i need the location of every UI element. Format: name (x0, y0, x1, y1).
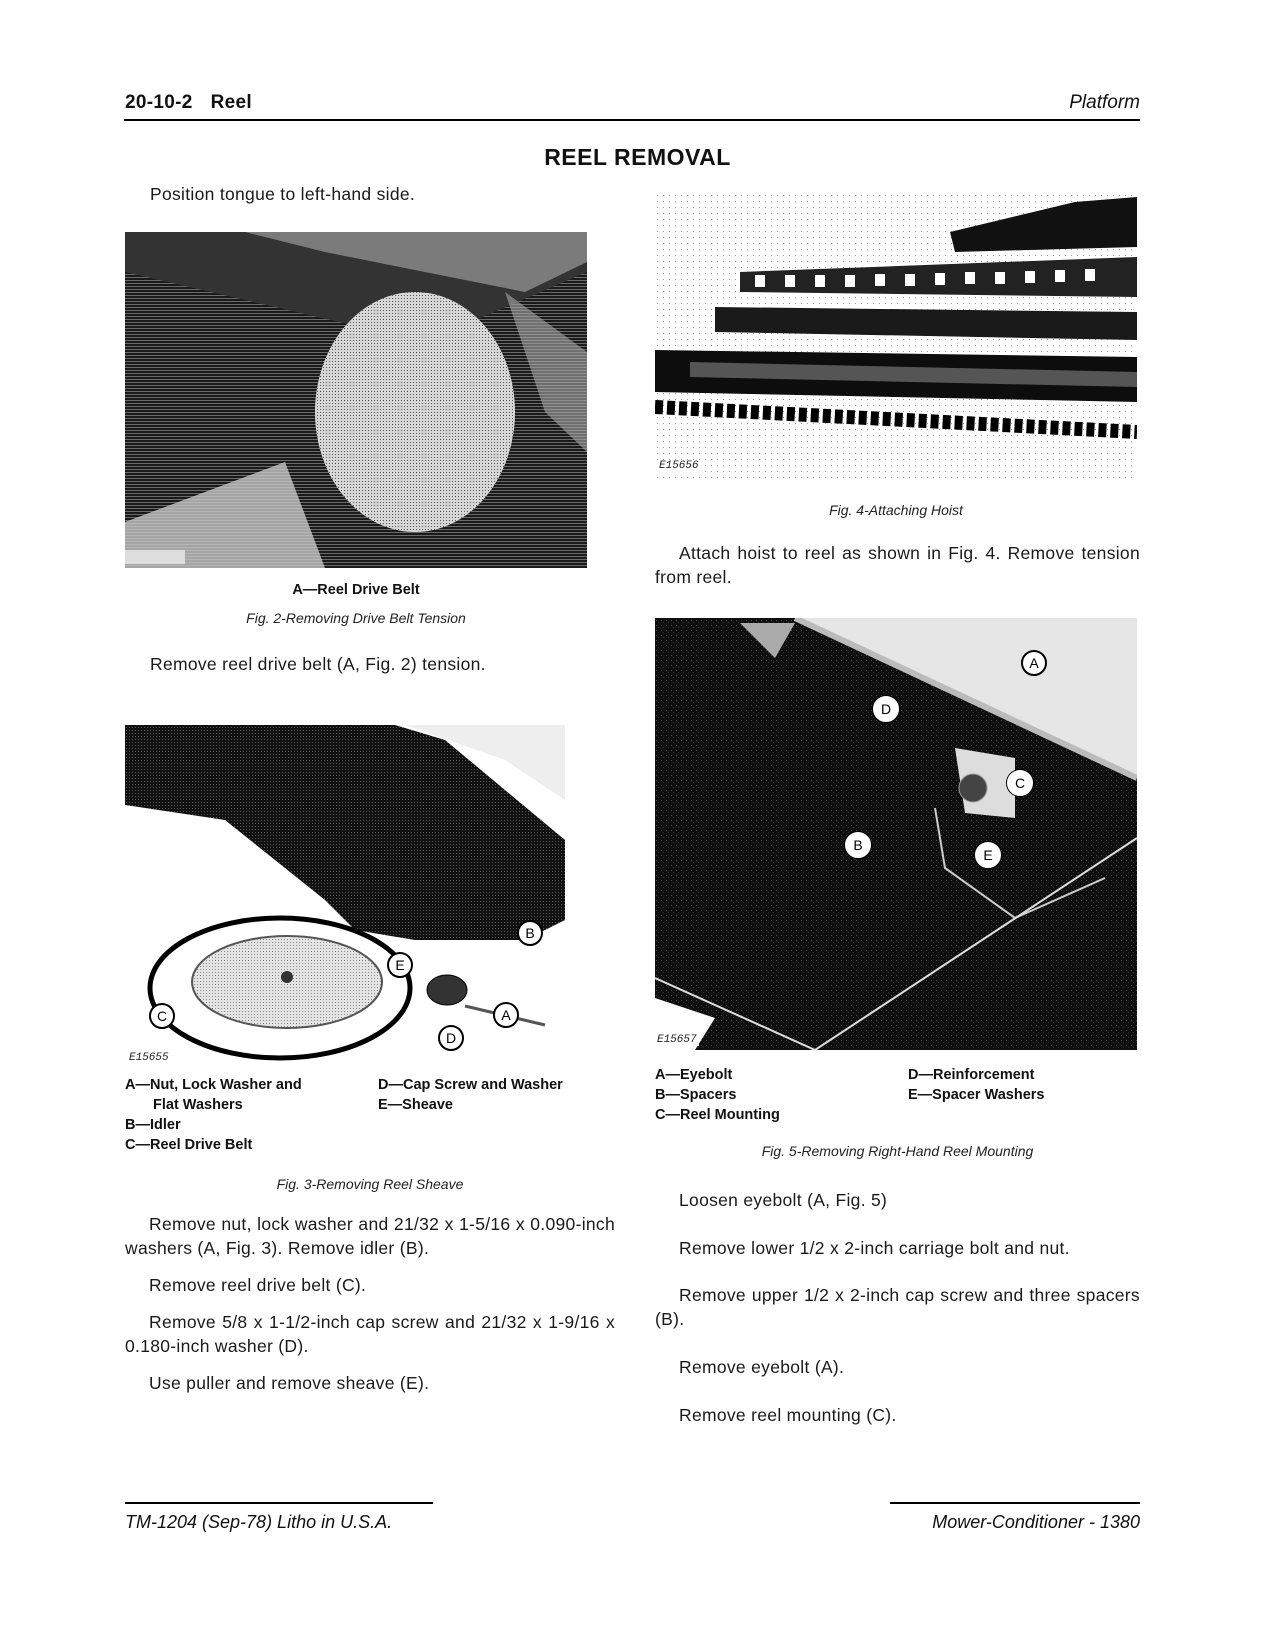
figure-3-legend-right (378, 1075, 618, 1115)
step-remove-cap-screw-spacers: Remove upper 1/2 x 2-inch cap screw and three spacers (B). (655, 1285, 1140, 1329)
right-hand-reel-mounting-image (655, 618, 1137, 1050)
legend-item-c: C—Reel Drive Belt (125, 1137, 253, 1153)
section-number: 20-10-2 (125, 92, 193, 113)
legend-item-e: E—Spacer Washers (908, 1087, 1045, 1103)
figure-4-caption: Fig. 4-Attaching Hoist (829, 502, 963, 518)
figure-3-photo (125, 720, 590, 1065)
step-remove-reel-mounting: Remove reel mounting (C). (679, 1405, 897, 1425)
running-header-left (125, 92, 270, 114)
running-header-group: Platform (1069, 92, 1140, 113)
figure-3-legend-left (125, 1075, 365, 1155)
figure-5-photo (655, 618, 1137, 1050)
callout-c: C (1007, 770, 1033, 796)
reel-sheave-parts-image (125, 720, 590, 1065)
footer-publication: TM-1204 (Sep-78) Litho in U.S.A. (125, 1512, 393, 1532)
legend-item-a: A—Nut, Lock Washer and (125, 1077, 302, 1093)
step-remove-cap-screw: Remove 5/8 x 1-1/2-inch cap screw and 21/32 x 1-9/16 x 0.180-inch washer (D). (125, 1312, 615, 1356)
step-remove-nut: Remove nut, lock washer and 21/32 x 1-5/16 x 0.090-inch washers (A, Fig. 3). Remove idler (B). (125, 1214, 615, 1258)
callout-e: E (387, 952, 413, 978)
page-title: REEL REMOVAL (544, 144, 731, 170)
legend-item-b: B—Idler (125, 1117, 181, 1133)
footer-rule-left (125, 1502, 433, 1504)
step-release-tension: Remove reel drive belt (A, Fig. 2) tension. (150, 654, 486, 674)
step-remove-eyebolt: Remove eyebolt (A). (679, 1357, 845, 1377)
figure-5-photo-code: E15657 (657, 1034, 697, 1046)
figure-5-caption: Fig. 5-Removing Right-Hand Reel Mounting (761, 1143, 1034, 1159)
figure-2-legend: A—Reel Drive Belt (292, 582, 420, 598)
step-remove-sheave: Use puller and remove sheave (E). (149, 1373, 430, 1393)
legend-item-d: D—Reinforcement (908, 1067, 1035, 1083)
footer-rule-right (890, 1502, 1140, 1504)
figure-3-caption: Fig. 3-Removing Reel Sheave (276, 1176, 464, 1192)
legend-item-c: C—Reel Mounting (655, 1107, 780, 1123)
legend-item-a: A—Eyebolt (655, 1067, 733, 1083)
callout-c: C (149, 1003, 175, 1029)
callout-d: D (438, 1025, 464, 1051)
legend-item-d: D—Cap Screw and Washer (378, 1077, 563, 1093)
intro-step: Position tongue to left-hand side. (150, 184, 416, 204)
figure-4-photo (655, 192, 1137, 482)
figure-4-photo-code: E15656 (659, 460, 699, 472)
legend-item-a-cont: Flat Washers (153, 1097, 243, 1113)
callout-a: A (493, 1002, 519, 1028)
figure-2-caption: Fig. 2-Removing Drive Belt Tension (246, 610, 466, 626)
step-loosen-eyebolt: Loosen eyebolt (A, Fig. 5) (679, 1190, 888, 1210)
figure-5-legend-left (655, 1065, 895, 1125)
step-attach-hoist: Attach hoist to reel as shown in Fig. 4. Remove tension from reel. (655, 543, 1140, 587)
header-rule (124, 119, 1140, 121)
step-remove-belt: Remove reel drive belt (C). (149, 1275, 367, 1295)
legend-item-b: B—Spacers (655, 1087, 737, 1103)
callout-a: A (1021, 650, 1047, 676)
callout-b: B (517, 920, 543, 946)
section-name: Reel (210, 92, 252, 113)
figure-3-photo-code: E15655 (129, 1052, 169, 1064)
footer-page-number: Mower-Conditioner - 1380 (932, 1512, 1140, 1532)
callout-e: E (975, 842, 1001, 868)
hoist-attached-reel-image (655, 192, 1137, 482)
figure-5-legend-right (908, 1065, 1138, 1105)
reel-drive-sheave-image (125, 232, 587, 568)
legend-item-e: E—Sheave (378, 1097, 453, 1113)
figure-2-photo (125, 232, 587, 568)
callout-d: D (873, 696, 899, 722)
step-remove-carriage-bolt: Remove lower 1/2 x 2-inch carriage bolt and nut. (679, 1238, 1070, 1258)
callout-b: B (845, 832, 871, 858)
